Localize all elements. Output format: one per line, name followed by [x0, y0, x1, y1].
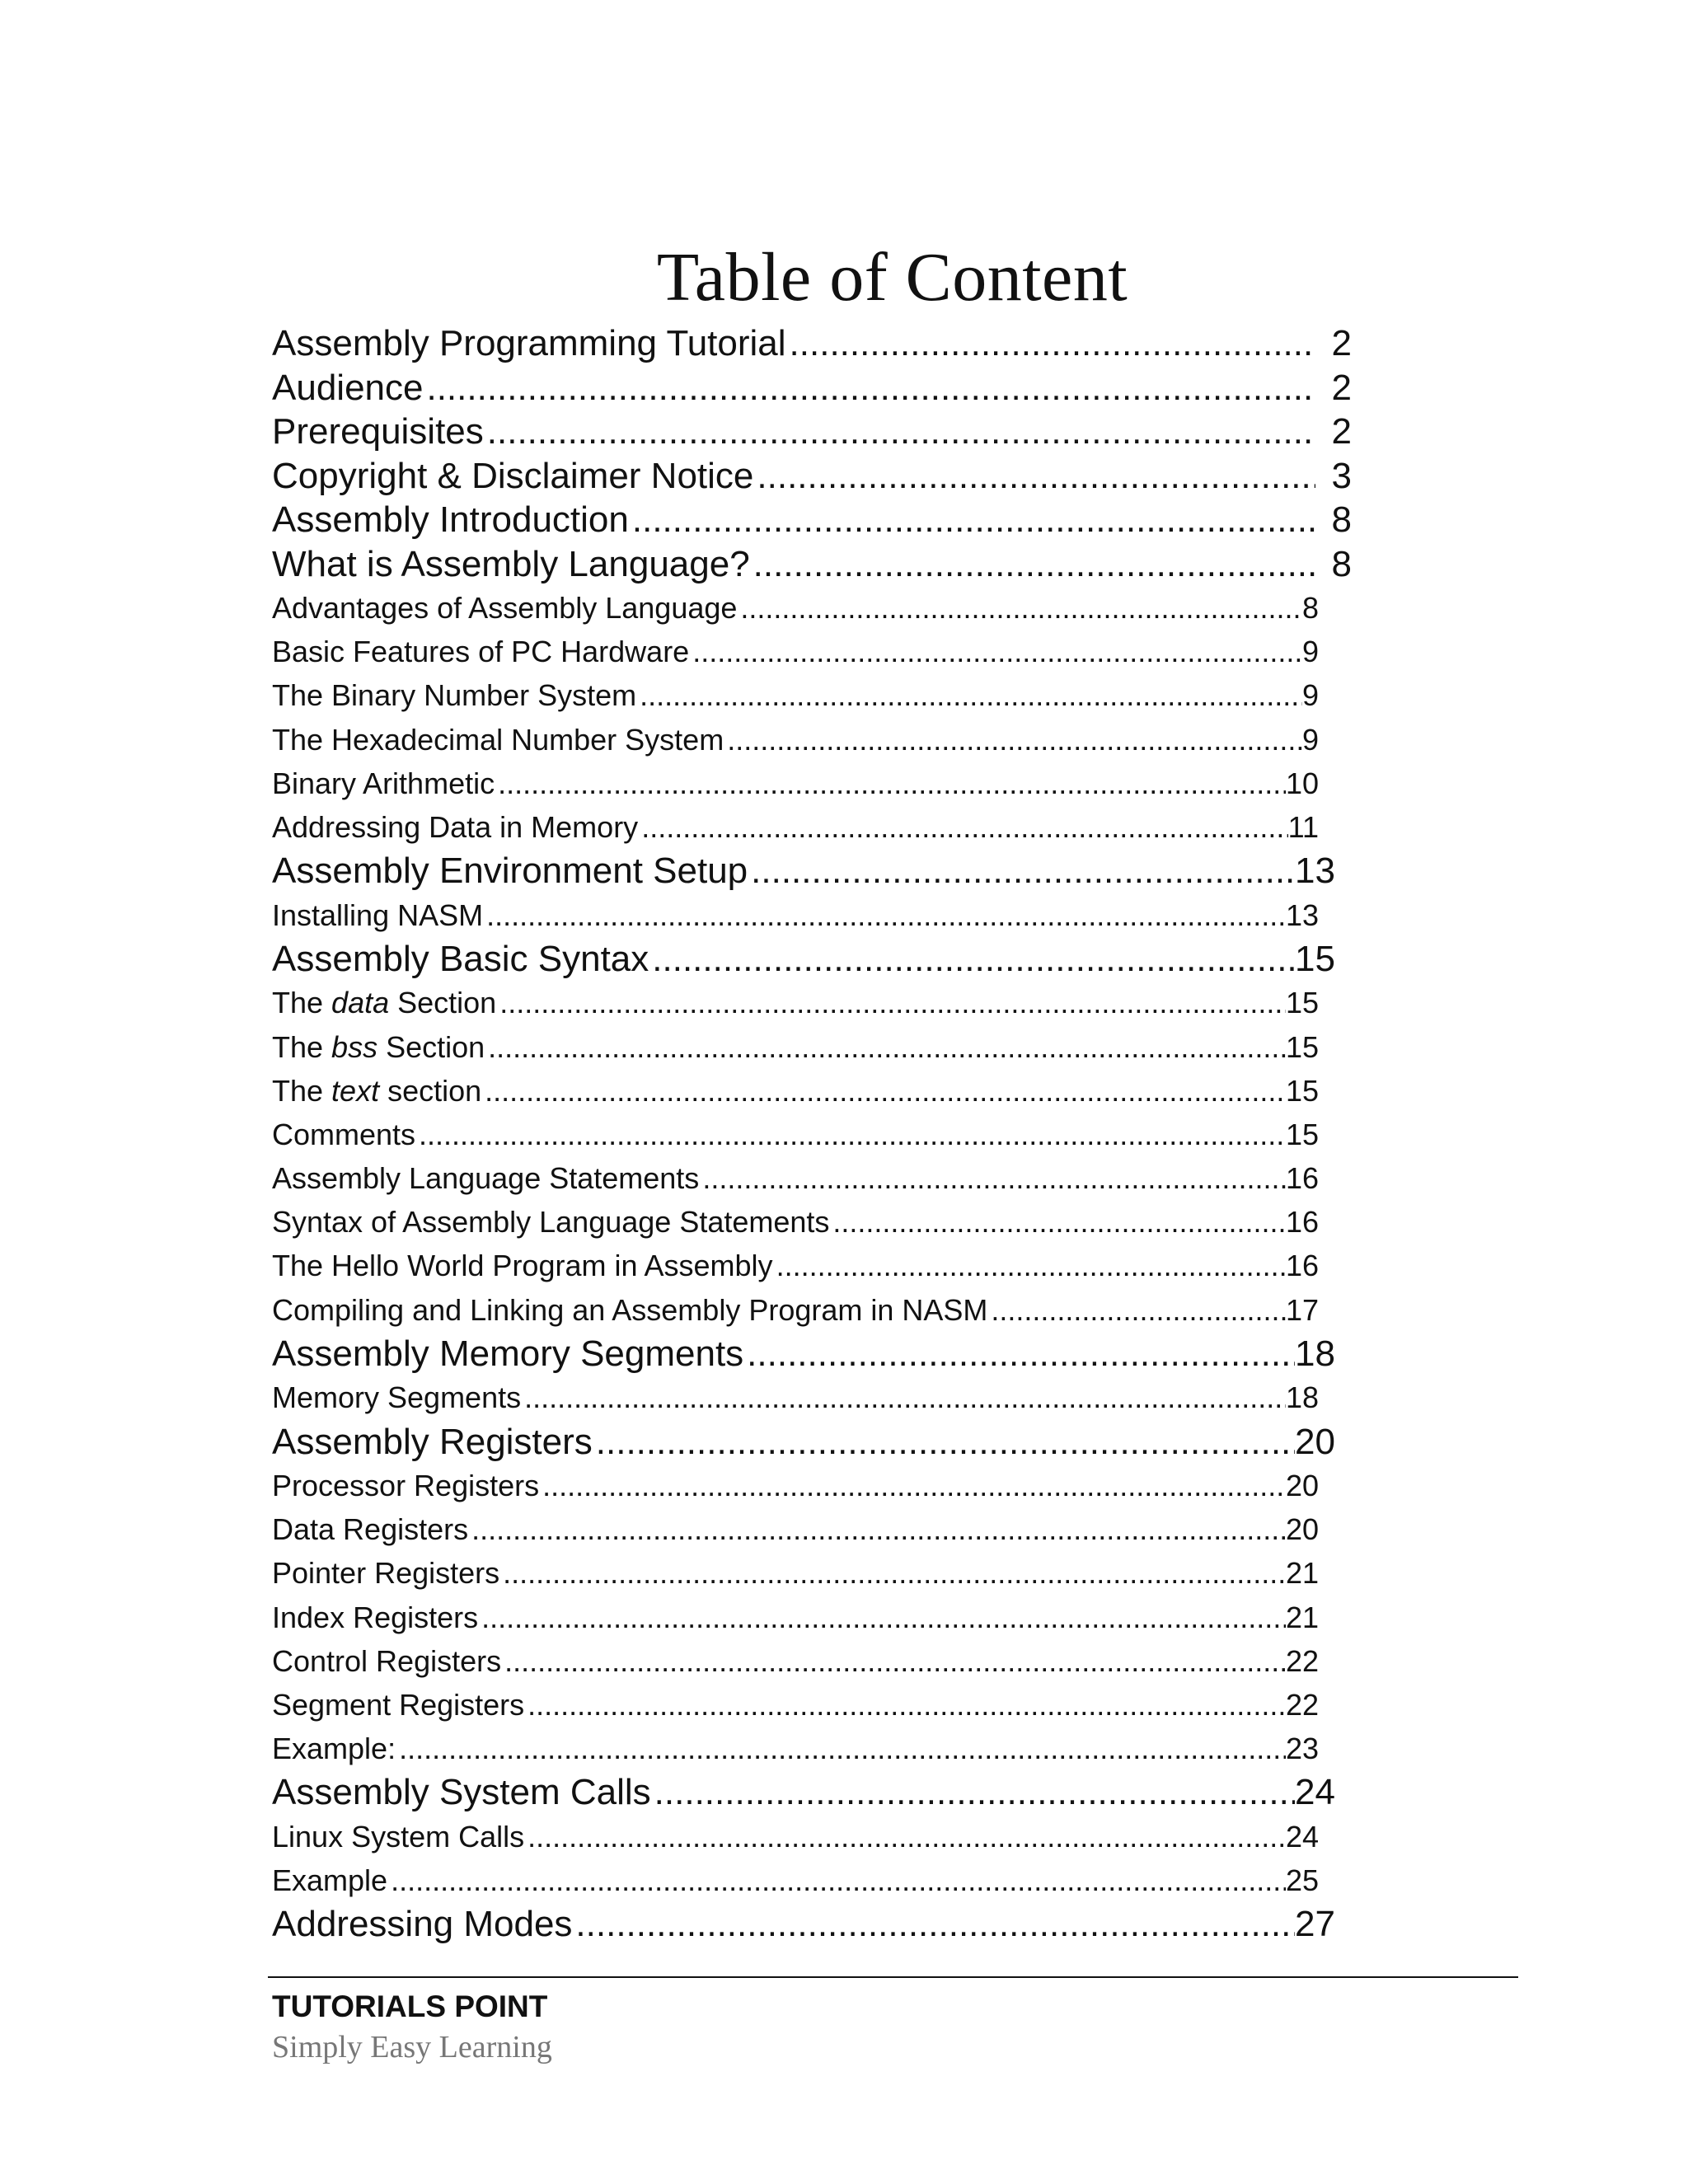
toc-page-number: 9 — [1301, 678, 1319, 713]
toc-entry[interactable] — [272, 410, 1352, 454]
toc-entry-title: The Binary Number System — [272, 678, 637, 713]
toc-dot-leader — [724, 718, 1302, 762]
toc-entry-title-suffix: section — [379, 1073, 482, 1108]
toc-entry[interactable] — [272, 1902, 1335, 1947]
toc-dot-leader — [743, 1332, 1295, 1376]
toc-entry-title — [272, 1025, 485, 1069]
toc-page-number: 11 — [1287, 809, 1319, 844]
toc-page-number: 24 — [1285, 1819, 1319, 1854]
toc-dot-leader — [737, 586, 1302, 630]
toc-entry-title: Addressing Data in Memory — [272, 809, 639, 844]
toc-entry-title: Assembly Programming Tutorial — [272, 323, 786, 363]
toc-entry[interactable] — [272, 1596, 1319, 1639]
toc-page-number: 15 — [1285, 1029, 1319, 1064]
toc-entry-title: Memory Segments — [272, 1380, 522, 1415]
toc-entry-title-suffix: Section — [377, 1029, 485, 1064]
toc-entry[interactable] — [272, 762, 1319, 805]
footer-brand: TUTORIALS POINT — [272, 1990, 548, 2023]
toc-page-number: 15 — [1285, 986, 1319, 1020]
toc-entry-title: Assembly Basic Syntax — [272, 938, 649, 979]
toc-entry-title: Assembly System Calls — [272, 1772, 651, 1813]
toc-entry[interactable] — [272, 718, 1319, 762]
toc-dot-leader — [495, 762, 1286, 805]
toc-entry[interactable] — [272, 1288, 1319, 1332]
toc-entry-title-emphasis: bss — [331, 1029, 378, 1064]
toc-dot-leader — [699, 1156, 1286, 1200]
toc-dot-leader — [521, 1376, 1286, 1419]
toc-dot-leader — [496, 981, 1286, 1024]
toc-entry-title: What is Assembly Language? — [272, 543, 750, 584]
toc-page-number: 2 — [1331, 323, 1352, 363]
toc-entry-title: Binary Arithmetic — [272, 766, 495, 800]
toc-entry[interactable] — [272, 1025, 1319, 1069]
toc-page-number: 25 — [1285, 1863, 1319, 1897]
toc-dot-leader — [484, 410, 1315, 454]
toc-page-number: 8 — [1331, 499, 1352, 540]
toc-page-number: 27 — [1295, 1904, 1335, 1945]
toc-entry-title: Syntax of Assembly Language Statements — [272, 1205, 830, 1240]
toc-entry-title: Data Registers — [272, 1512, 469, 1547]
toc-entry[interactable] — [272, 805, 1319, 849]
toc-entry-title: Basic Features of PC Hardware — [272, 635, 690, 669]
toc-dot-leader — [773, 1244, 1286, 1287]
toc-entry[interactable] — [272, 1113, 1319, 1156]
toc-page-number: 23 — [1285, 1732, 1319, 1766]
toc-entry-title — [272, 981, 496, 1024]
toc-page-number: 22 — [1285, 1643, 1319, 1678]
toc-dot-leader — [572, 1902, 1295, 1947]
toc-entry-title-prefix: The — [272, 1029, 332, 1064]
toc-entry-title: Assembly Environment Setup — [272, 851, 748, 892]
toc-entry[interactable] — [272, 1200, 1319, 1244]
toc-entry[interactable] — [272, 1332, 1335, 1376]
toc-dot-leader — [478, 1596, 1286, 1639]
toc-entry[interactable] — [272, 981, 1319, 1024]
toc-entry-title-suffix: Section — [389, 986, 497, 1020]
toc-dot-leader — [636, 673, 1302, 717]
toc-page-number: 20 — [1295, 1421, 1335, 1462]
toc-entry-title: Control Registers — [272, 1643, 502, 1678]
toc-page-number: 20 — [1285, 1469, 1319, 1502]
toc-entry-title-prefix: The — [272, 986, 332, 1020]
page-title: Table of Content — [656, 239, 1128, 316]
toc-dot-leader — [649, 937, 1295, 982]
toc-dot-leader — [539, 1464, 1286, 1507]
toc-entry-title: Example — [272, 1863, 388, 1897]
toc-page-number: 8 — [1331, 543, 1352, 584]
toc-page-number: 17 — [1285, 1292, 1319, 1327]
toc-entry[interactable] — [272, 1858, 1319, 1902]
toc-entry-title: Copyright & Disclaimer Notice — [272, 455, 754, 496]
toc-entry-title: The Hello World Program in Assembly — [272, 1249, 773, 1283]
toc-entry-title-emphasis: data — [331, 986, 390, 1020]
toc-entry[interactable] — [272, 1069, 1319, 1113]
toc-page-number: 18 — [1295, 1333, 1335, 1374]
toc-page-number: 10 — [1285, 766, 1319, 800]
toc-entry[interactable] — [272, 542, 1352, 587]
toc-entry[interactable] — [272, 1815, 1319, 1858]
toc-entry[interactable] — [272, 454, 1352, 499]
toc-entry[interactable] — [272, 1376, 1319, 1419]
toc-entry[interactable] — [272, 1683, 1319, 1727]
toc-entry-title: Index Registers — [272, 1600, 479, 1634]
toc-entry[interactable] — [272, 1244, 1319, 1287]
toc-entry-title: Assembly Introduction — [272, 499, 629, 540]
toc-entry-title: Assembly Registers — [272, 1421, 593, 1462]
toc-page-number: 9 — [1301, 635, 1319, 669]
toc-page-number: 9 — [1301, 722, 1319, 757]
toc-page-number: 2 — [1331, 367, 1352, 408]
toc-entry[interactable] — [272, 630, 1319, 673]
toc-entry[interactable] — [272, 586, 1319, 630]
toc-dot-leader — [396, 1727, 1286, 1770]
toc-entry-title: The Hexadecimal Number System — [272, 722, 724, 757]
toc-entry[interactable] — [272, 1551, 1319, 1595]
toc-entry-title: Compiling and Linking an Assembly Program in NASM — [272, 1292, 988, 1327]
toc-dot-leader — [387, 1858, 1286, 1902]
toc-entry[interactable] — [272, 1770, 1335, 1815]
toc-page-number: 8 — [1301, 591, 1319, 625]
footer-divider — [268, 1976, 1518, 1978]
toc-page-number: 2 — [1331, 411, 1352, 452]
toc-page-number: 16 — [1285, 1205, 1319, 1240]
toc-dot-leader — [481, 1069, 1286, 1113]
toc-page-number: 15 — [1295, 938, 1335, 979]
toc-dot-leader — [689, 630, 1302, 673]
toc-entry-title: Assembly Language Statements — [272, 1161, 700, 1196]
table-of-contents — [272, 321, 1352, 1947]
toc-dot-leader — [629, 498, 1315, 542]
toc-entry-title: Installing NASM — [272, 898, 484, 932]
toc-dot-leader — [483, 893, 1286, 937]
toc-page-number: 13 — [1285, 898, 1319, 932]
toc-dot-leader — [468, 1507, 1286, 1551]
toc-entry-title: Example: — [272, 1732, 396, 1766]
toc-dot-leader — [485, 1025, 1286, 1069]
toc-page-number: 15 — [1285, 1117, 1319, 1151]
toc-entry-title: Pointer Registers — [272, 1556, 500, 1591]
toc-page-number: 13 — [1295, 851, 1335, 892]
toc-dot-leader — [651, 1770, 1295, 1815]
toc-page-number: 3 — [1331, 455, 1352, 496]
toc-entry[interactable] — [272, 937, 1335, 982]
toc-entry[interactable] — [272, 1727, 1319, 1770]
toc-entry-title: Prerequisites — [272, 411, 484, 452]
toc-entry[interactable] — [272, 1507, 1319, 1551]
toc-dot-leader — [750, 542, 1315, 587]
toc-entry-title: Advantages of Assembly Language — [272, 591, 738, 625]
toc-entry-title-prefix: The — [272, 1073, 332, 1108]
toc-entry-title: Comments — [272, 1117, 416, 1151]
toc-page-number: 21 — [1285, 1600, 1319, 1634]
toc-entry-title-emphasis: text — [331, 1073, 380, 1108]
toc-entry[interactable] — [272, 498, 1352, 542]
toc-entry-title: Addressing Modes — [272, 1904, 573, 1945]
toc-dot-leader — [829, 1200, 1286, 1244]
toc-dot-leader — [423, 366, 1315, 410]
toc-entry[interactable] — [272, 1464, 1319, 1507]
toc-dot-leader — [524, 1683, 1286, 1727]
toc-dot-leader — [786, 321, 1315, 366]
toc-dot-leader — [753, 454, 1315, 499]
toc-entry-title: Segment Registers — [272, 1687, 525, 1722]
toc-entry-title: Assembly Memory Segments — [272, 1333, 744, 1374]
toc-page-number: 16 — [1285, 1161, 1319, 1196]
toc-dot-leader — [593, 1420, 1295, 1465]
toc-entry[interactable] — [272, 1639, 1319, 1683]
toc-dot-leader — [501, 1639, 1286, 1683]
footer-tagline: Simply Easy Learning — [272, 2030, 552, 2064]
toc-entry[interactable] — [272, 321, 1352, 366]
toc-entry[interactable] — [272, 893, 1319, 937]
toc-entry[interactable] — [272, 366, 1352, 410]
toc-entry[interactable] — [272, 1156, 1319, 1200]
toc-page-number: 18 — [1285, 1380, 1319, 1415]
toc-dot-leader — [987, 1288, 1286, 1332]
toc-entry-title: Processor Registers — [272, 1469, 540, 1502]
toc-dot-leader — [748, 849, 1295, 893]
toc-dot-leader — [415, 1113, 1286, 1156]
toc-page-number: 24 — [1295, 1772, 1335, 1813]
toc-page-number: 21 — [1285, 1556, 1319, 1591]
toc-dot-leader — [524, 1815, 1286, 1858]
toc-dot-leader — [638, 805, 1287, 849]
toc-page-number: 16 — [1285, 1249, 1319, 1283]
toc-entry[interactable] — [272, 1420, 1335, 1465]
toc-page-number: 15 — [1285, 1073, 1319, 1108]
toc-dot-leader — [499, 1551, 1286, 1595]
toc-entry-title — [272, 1069, 481, 1113]
toc-entry-title: Audience — [272, 367, 424, 408]
toc-page-number: 20 — [1285, 1512, 1319, 1547]
toc-entry[interactable] — [272, 673, 1319, 717]
toc-page-number: 22 — [1285, 1687, 1319, 1722]
toc-entry[interactable] — [272, 849, 1335, 893]
toc-entry-title: Linux System Calls — [272, 1819, 525, 1854]
